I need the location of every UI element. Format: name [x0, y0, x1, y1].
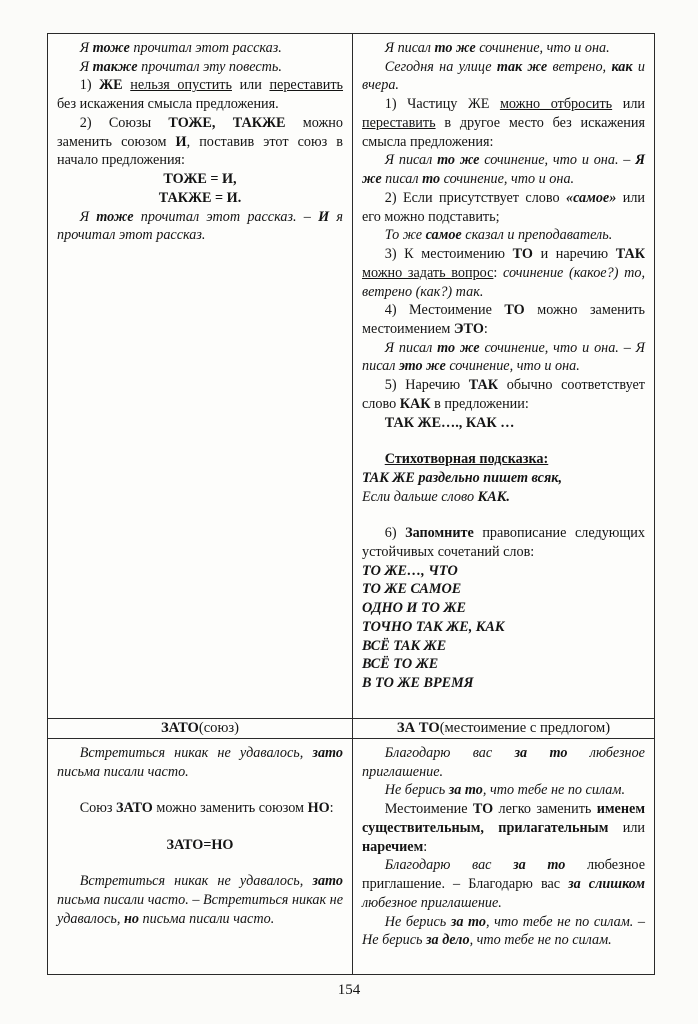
text-run: наречием [362, 838, 424, 855]
text-run: или [608, 819, 645, 836]
text-run: можно заменить союзом [57, 114, 343, 150]
text-run: писал [381, 171, 423, 188]
row-zato-header [48, 718, 654, 739]
header-zato-soyuz [48, 719, 353, 738]
text-run: но [123, 910, 139, 927]
text-run: ТОЖЕ = И, [163, 171, 237, 188]
text-run: : [423, 838, 428, 855]
text-run: ЗА ТО [396, 719, 440, 736]
row-zato-za-to [48, 739, 654, 974]
text-run: или его можно подставить; [362, 189, 646, 225]
text-run: ОДНО И ТО ЖЕ [362, 600, 466, 617]
paragraph [362, 524, 645, 561]
cell-zato-rules [48, 739, 353, 974]
paragraph [362, 800, 645, 856]
text-run: Я [79, 208, 97, 225]
text-run: , что тебе не по силам. – Не берись [362, 913, 645, 949]
paragraph [57, 208, 343, 245]
paragraph [362, 95, 645, 151]
paragraph [57, 799, 343, 818]
text-run: обычно соответствует слово [362, 377, 645, 412]
paragraph [362, 655, 645, 674]
paragraph [362, 618, 645, 637]
text-run: то же [437, 152, 480, 169]
text-run: ВСЁ ТАК ЖЕ [362, 637, 447, 654]
text-run: переставить [362, 114, 436, 131]
paragraph [57, 76, 343, 113]
header-za-to-mestoimenie [353, 719, 654, 738]
paragraph [362, 469, 645, 488]
text-run: правописание следующих устойчивых сочетаний слов: [362, 525, 645, 560]
paragraph [57, 58, 343, 77]
paragraph [57, 872, 343, 928]
text-run: , что тебе не по силам. [482, 782, 626, 799]
paragraph [362, 562, 645, 581]
paragraph [57, 114, 343, 170]
text-run: (союз) [198, 719, 240, 736]
text-run: переставить [269, 77, 344, 94]
paragraph [362, 226, 645, 245]
text-run: сочинение, что и она. [440, 171, 575, 188]
paragraph [362, 189, 645, 226]
text-run: легко заменить [493, 801, 597, 818]
text-run: ВСЁ ТО ЖЕ [362, 656, 439, 673]
text-run: за то [448, 782, 483, 799]
text-run: 4) Местоимение [384, 302, 505, 319]
text-run: и наречию [532, 246, 616, 263]
text-run: Союз [79, 800, 117, 817]
paragraph [362, 301, 645, 338]
text-run: ЖЕ [99, 77, 123, 94]
text-run: за дело [426, 932, 470, 949]
text-run: можно заменить союзом [152, 800, 308, 817]
text-run: в предложении: [430, 395, 529, 412]
text-run: сказал и преподаватель. [461, 227, 613, 244]
text-run: тоже [96, 208, 134, 225]
text-run: Я писал [384, 152, 438, 169]
text-run: то же [434, 40, 476, 56]
paragraph [362, 599, 645, 618]
text-run: ТОЖЕ, ТАКЖЕ [168, 114, 286, 131]
text-run: ЗАТО [116, 800, 153, 817]
text-run: письма писали часто. – Встретиться никак не удавалось, [57, 891, 343, 927]
text-run: письма писали часто. [57, 763, 189, 780]
paragraph [362, 450, 645, 469]
text-run: сочинение, что и она. [445, 358, 580, 375]
text-run: это же [398, 358, 446, 375]
text-run: Я же [362, 152, 645, 188]
paragraph [362, 376, 645, 413]
text-run: ТО [472, 801, 494, 818]
paragraph [362, 744, 645, 781]
text-run: 2) Если присутствует слово [384, 189, 566, 206]
paragraph [362, 580, 645, 599]
text-run: , поставив этот союз в начало предложения: [57, 133, 343, 169]
paragraph [362, 339, 645, 376]
paragraph [57, 836, 343, 855]
paragraph [362, 637, 645, 656]
paragraph [362, 58, 645, 95]
text-run: зато [312, 873, 343, 890]
text-run: прочитал эту повесть. [137, 58, 282, 75]
text-run: Я [79, 40, 93, 56]
text-run: за то [450, 913, 486, 930]
text-run: Если дальше слово [362, 488, 478, 505]
text-run: любезное приглашение. [362, 745, 645, 780]
text-run: Местоимение [384, 801, 473, 818]
text-run: и вчера. [362, 58, 645, 94]
paragraph [362, 39, 645, 58]
text-run: за то [514, 745, 568, 761]
paragraph [362, 674, 645, 693]
grammar-comparison-table [47, 33, 655, 975]
text-run: ТАК [615, 246, 645, 263]
text-run: 2) Союзы [79, 114, 169, 131]
text-run: то [422, 171, 441, 188]
text-run: ветрено, [547, 58, 612, 75]
text-run: в другое место без искажения смысла предложения: [362, 114, 645, 150]
text-run: 3) К местоимению [384, 246, 513, 263]
row-tozhe-to-zhe [48, 34, 654, 718]
text-run: И [175, 133, 187, 150]
paragraph [362, 245, 645, 301]
text-run: Благодарю вас [384, 745, 515, 761]
text-run: нельзя опустить [130, 77, 232, 94]
text-run: за слишком [568, 876, 645, 893]
text-run: прочитал этот рассказ. [129, 40, 282, 56]
text-run: ТО ЖЕ…, ЧТО [362, 562, 458, 579]
text-run: 6) [384, 525, 406, 542]
paragraph [57, 170, 343, 189]
text-run: : [493, 264, 504, 281]
text-run: Сегодня на улице [384, 58, 497, 75]
cell-to-zhe-tak-zhe-rules [353, 34, 654, 718]
text-run: ТАК ЖЕ раздельно пишет всяк, [362, 469, 563, 486]
text-run: В ТО ЖЕ ВРЕМЯ [362, 675, 474, 691]
paragraph [362, 151, 645, 188]
text-run: ТАК ЖЕ…., КАК … [384, 414, 515, 431]
text-run: я прочитал этот рассказ. [57, 208, 343, 244]
text-run: любезное приглашение. – Благодарю вас [362, 857, 645, 893]
text-run: за то [513, 857, 566, 874]
text-run: тоже [92, 40, 130, 56]
text-run: НО [307, 800, 330, 817]
text-run: зато [312, 745, 343, 761]
text-run: КАК. [477, 488, 510, 505]
text-run: Я писал [384, 40, 435, 56]
page-number: 154 [337, 982, 361, 998]
text-run: КАК [399, 395, 431, 412]
text-run: ТАК [468, 377, 499, 394]
text-run: : [483, 321, 488, 338]
text-run: сочинение (какое?) то, ветрено (как?) так. [362, 264, 645, 300]
paragraph [57, 744, 343, 781]
text-run: Не берись [384, 782, 449, 799]
text-run: ТОЧНО ТАК ЖЕ, КАК [362, 618, 505, 635]
paragraph [362, 488, 645, 507]
paragraph [362, 781, 645, 800]
text-run: любезное приглашение. [362, 894, 502, 911]
text-run: письма писали часто. [138, 910, 275, 927]
text-run: именем существительным, прилагательным [362, 801, 645, 836]
text-run: Запомните [405, 525, 474, 542]
text-run: (местоимение с предлогом) [439, 719, 611, 736]
text-run: можно задать вопрос [362, 264, 494, 281]
text-run: ТАКЖЕ = И. [158, 189, 242, 206]
text-run: ТО ЖЕ САМОЕ [362, 581, 462, 598]
text-run: Я писал [384, 339, 438, 356]
paragraph [362, 913, 645, 950]
text-run: Встретиться никак не удавалось, [79, 873, 313, 890]
text-run: то же [437, 339, 480, 356]
text-run: можно заменить местоимением [362, 302, 645, 338]
text-run: прочитал этот рассказ. – [133, 208, 319, 225]
text-run: так же [496, 58, 548, 75]
text-run: , что тебе не по силам. [469, 932, 612, 949]
text-run: без искажения смысла предложения. [57, 96, 279, 113]
text-run: Встретиться никак не удавалось, [79, 745, 313, 761]
text-run: можно отбросить [499, 96, 613, 113]
text-run: Не берись [384, 913, 451, 930]
text-run: То же [384, 227, 426, 244]
text-run: сочинение, что и она. [475, 40, 610, 56]
text-run: Благодарю вас [384, 857, 514, 874]
cell-tozhe-takzhe-rules [48, 34, 353, 718]
cell-za-to-rules [353, 739, 654, 974]
paragraph [362, 856, 645, 912]
text-run: 1) Частицу ЖЕ [384, 96, 500, 113]
text-run: или [231, 77, 270, 94]
text-run: самое [425, 227, 462, 244]
text-run: ЗАТО=НО [166, 836, 234, 853]
text-run: Я [79, 58, 93, 75]
paragraph [57, 189, 343, 208]
text-run: ЭТО [453, 321, 484, 338]
text-run: 5) Наречию [384, 377, 469, 394]
text-run: И [318, 208, 330, 225]
text-run: ЗАТО [160, 719, 199, 736]
text-run: ТО [504, 302, 525, 319]
text-run: сочинение, что и она. – Я писал [362, 339, 645, 375]
text-run: или [612, 96, 645, 113]
paragraph [362, 414, 645, 433]
text-run: как [611, 58, 633, 75]
text-run: «самое» [566, 189, 617, 206]
text-run: Стихотворная подсказка: [384, 451, 549, 468]
text-run: 1) [79, 77, 100, 94]
text-run: также [92, 58, 138, 75]
paragraph [57, 39, 343, 58]
text-run: ТО [512, 246, 533, 263]
text-run: : [329, 800, 334, 817]
text-run: сочинение, что и она. – [479, 152, 636, 169]
